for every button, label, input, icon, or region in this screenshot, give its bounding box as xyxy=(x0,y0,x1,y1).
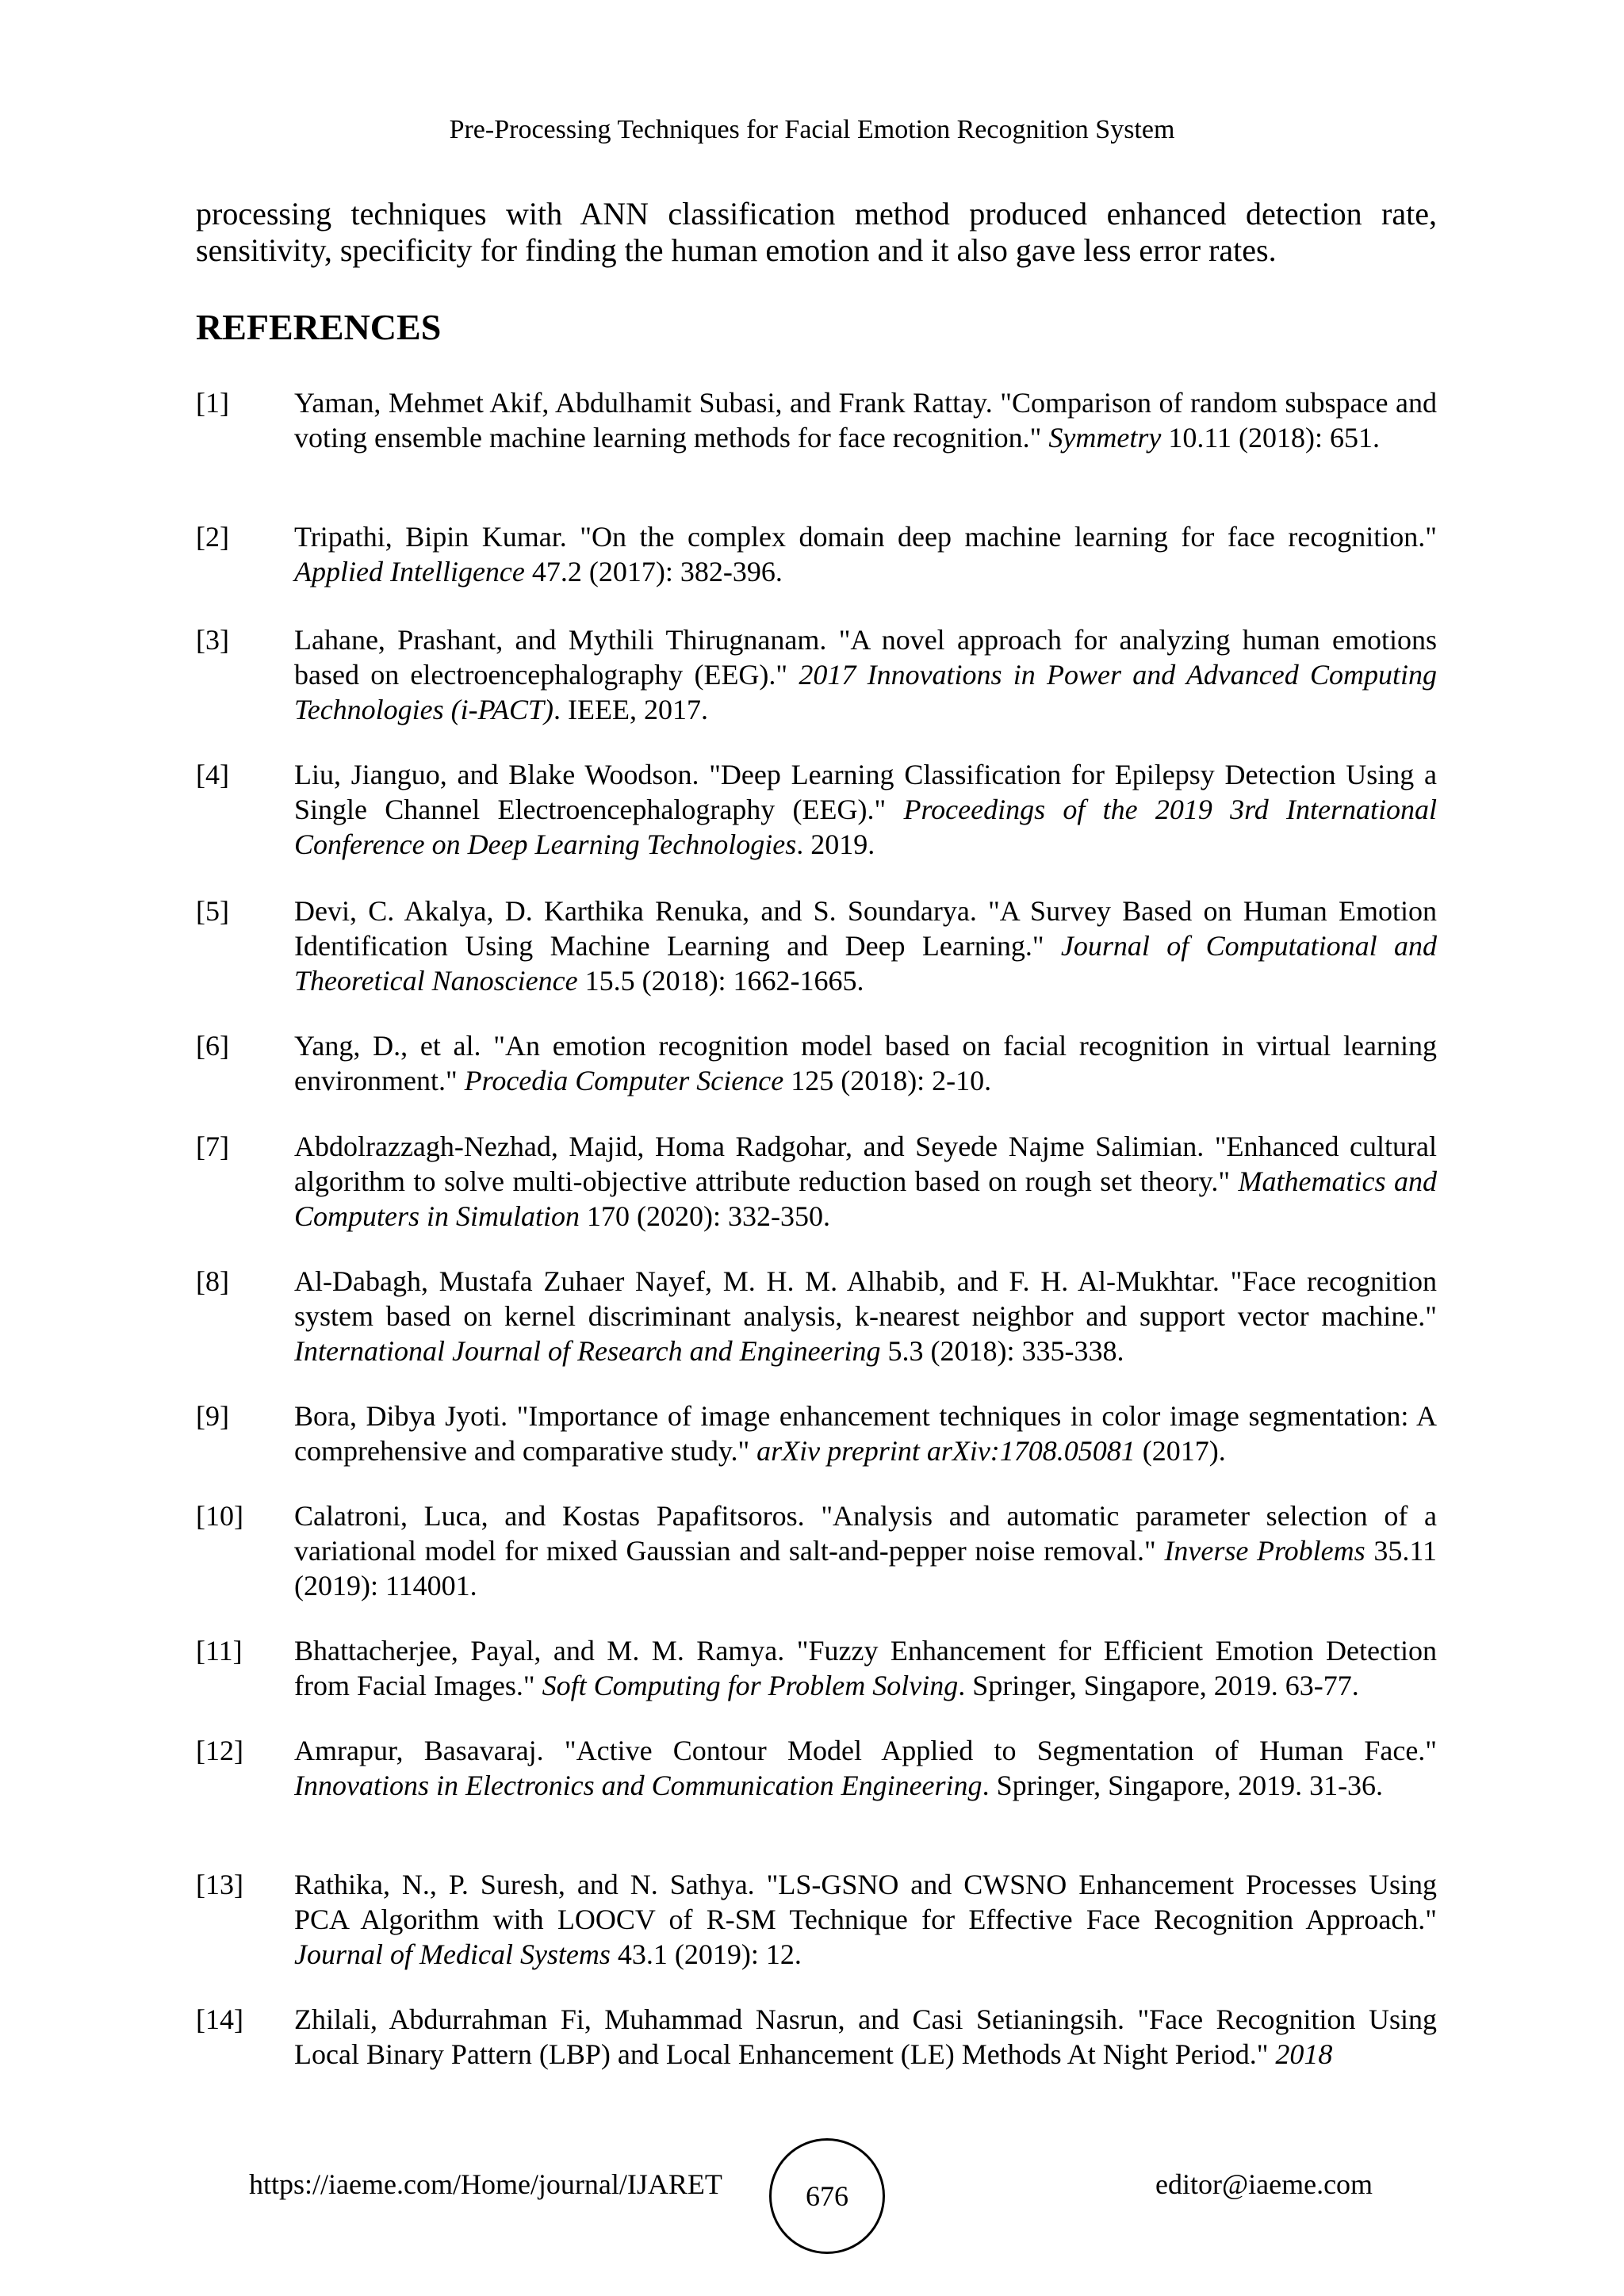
reference-item-11 xyxy=(196,1633,1437,1703)
running-header: Pre-Processing Techniques for Facial Emotion Recognition System xyxy=(449,115,1175,144)
reference-text: Yaman, Mehmet Akif, Abdulhamit Subasi, and Frank Rattay. "Comparison of random subspace and voting ensemble machine learning methods for face recognition." Symmetry 10.11 (2018): 651. xyxy=(294,387,1437,453)
page-number: 676 xyxy=(806,2180,848,2212)
references-heading: REFERENCES xyxy=(196,307,442,347)
reference-number: [7] xyxy=(196,1131,229,1162)
journal-title: 2018 xyxy=(1275,2038,1333,2070)
reference-item-13 xyxy=(196,1867,1437,1972)
reference-text: Rathika, N., P. Suresh, and N. Sathya. "LS-GSNO and CWSNO Enhancement Processes Using PCA Algorithm with LOOCV of R-SM Technique for Effective Face Recognition Approach." Journal of Medical Systems 43.1 (2019): 12. xyxy=(294,1869,1437,1970)
journal-title: International Journal of Research and Engineering xyxy=(294,1335,881,1367)
reference-item-14 xyxy=(196,2002,1437,2072)
journal-title: Proceedings of the 2019 3rd International Conference on Deep Learning Technologies xyxy=(294,794,1437,860)
reference-item-1 xyxy=(196,385,1437,455)
reference-number: [13] xyxy=(196,1869,243,1900)
reference-number: [8] xyxy=(196,1265,229,1297)
journal-title: Inverse Problems xyxy=(1164,1535,1365,1567)
reference-number: [2] xyxy=(196,521,229,553)
reference-number: [3] xyxy=(196,624,229,656)
reference-item-2 xyxy=(196,519,1437,589)
reference-text: Calatroni, Luca, and Kostas Papafitsoros. "Analysis and automatic parameter selection of a variational model for mixed Gaussian and salt-and-pepper noise removal." Inverse Problems 35.11 (2019): 114001. xyxy=(294,1500,1437,1601)
page-number-badge xyxy=(769,2138,885,2254)
reference-text: Bora, Dibya Jyoti. "Importance of image enhancement techniques in color image segmentation: A comprehensive and comparative study." arXiv preprint arXiv:1708.05081 (2017). xyxy=(294,1400,1437,1467)
reference-text: Al-Dabagh, Mustafa Zuhaer Nayef, M. H. M. Alhabib, and F. H. Al-Mukhtar. "Face recognition system based on kernel discriminant analysis, k-nearest neighbor and support vector machine." International Journal of Research and Engineering 5.3 (2018): 335-338. xyxy=(294,1265,1437,1367)
intro-paragraph: processing techniques with ANN classification method produced enhanced detection rate, sensitivity, specificity for finding the human emotion and it also gave less error rates. xyxy=(196,196,1437,268)
journal-title: Mathematics and Computers in Simulation xyxy=(294,1165,1438,1232)
journal-title: Innovations in Electronics and Communication Engineering xyxy=(294,1770,982,1801)
reference-number: [12] xyxy=(196,1735,243,1766)
journal-title: Symmetry xyxy=(1048,422,1162,453)
reference-text: Bhattacherjee, Payal, and M. M. Ramya. "Fuzzy Enhancement for Efficient Emotion Detection from Facial Images." Soft Computing for Problem Solving. Springer, Singapore, 2019. 63-77. xyxy=(294,1635,1437,1701)
reference-text: Liu, Jianguo, and Blake Woodson. "Deep Learning Classification for Epilepsy Detection Using a Single Channel Electroencephalography (EEG)." Proceedings of the 2019 3rd International Conference on Deep Learning Technologies. 2019. xyxy=(294,759,1437,860)
reference-text: Zhilali, Abdurrahman Fi, Muhammad Nasrun, and Casi Setianingsih. "Face Recognition Using Local Binary Pattern (LBP) and Local Enhancement (LE) Methods At Night Period." 2018 xyxy=(294,2003,1437,2070)
journal-title: arXiv preprint arXiv:1708.05081 xyxy=(756,1435,1136,1467)
reference-number: [5] xyxy=(196,895,229,927)
reference-number: [10] xyxy=(196,1500,243,1532)
reference-text: Amrapur, Basavaraj. "Active Contour Model Applied to Segmentation of Human Face." Innovations in Electronics and Communication Engineering. Springer, Singapore, 2019. 31-36. xyxy=(294,1735,1437,1801)
reference-number: [9] xyxy=(196,1400,229,1432)
reference-text: Abdolrazzagh-Nezhad, Majid, Homa Radgohar, and Seyede Najme Salimian. "Enhanced cultural algorithm to solve multi-objective attribute reduction based on rough set theory." Mathematics and Computers in Simulation 170 (2020): 332-350. xyxy=(294,1131,1438,1232)
journal-title: 2017 Innovations in Power and Advanced Computing Technologies (i-PACT) xyxy=(294,659,1437,725)
reference-text: Tripathi, Bipin Kumar. "On the complex domain deep machine learning for face recognition." Applied Intelligence 47.2 (2017): 382-396. xyxy=(294,521,1437,587)
reference-item-8 xyxy=(196,1264,1437,1368)
journal-title: Journal of Computational and Theoretical Nanoscience xyxy=(294,930,1437,997)
reference-item-7 xyxy=(196,1129,1437,1234)
footer-email[interactable]: editor@iaeme.com xyxy=(1155,2168,1373,2200)
journal-title: Soft Computing for Problem Solving xyxy=(542,1670,959,1701)
reference-item-3 xyxy=(196,622,1437,727)
reference-number: [14] xyxy=(196,2003,243,2035)
reference-number: [4] xyxy=(196,759,229,790)
reference-text: Devi, C. Akalya, D. Karthika Renuka, and S. Soundarya. "A Survey Based on Human Emotion Identification Using Machine Learning and Deep Learning." Journal of Computational and Theoretical Nanoscience 15.5 (2018): 1662-1665. xyxy=(294,895,1437,997)
reference-item-12 xyxy=(196,1733,1437,1803)
journal-title: Journal of Medical Systems xyxy=(294,1938,611,1970)
footer-journal-url[interactable]: https://iaeme.com/Home/journal/IJARET xyxy=(249,2168,722,2200)
reference-item-5 xyxy=(196,894,1437,998)
reference-number: [1] xyxy=(196,387,229,419)
reference-item-9 xyxy=(196,1399,1437,1468)
reference-item-6 xyxy=(196,1028,1437,1098)
reference-number: [11] xyxy=(196,1635,243,1667)
journal-title: Procedia Computer Science xyxy=(464,1065,784,1096)
reference-text: Yang, D., et al. "An emotion recognition model based on facial recognition in virtual learning environment." Procedia Computer Science 125 (2018): 2-10. xyxy=(294,1030,1437,1096)
reference-item-4 xyxy=(196,757,1437,862)
journal-title: Applied Intelligence xyxy=(294,556,525,587)
reference-number: [6] xyxy=(196,1030,229,1062)
reference-text: Lahane, Prashant, and Mythili Thirugnanam. "A novel approach for analyzing human emotions based on electroencephalography (EEG)." 2017 Innovations in Power and Advanced Computing Technologies (i-PACT). IEEE, 2017. xyxy=(294,624,1437,725)
reference-item-10 xyxy=(196,1498,1437,1603)
